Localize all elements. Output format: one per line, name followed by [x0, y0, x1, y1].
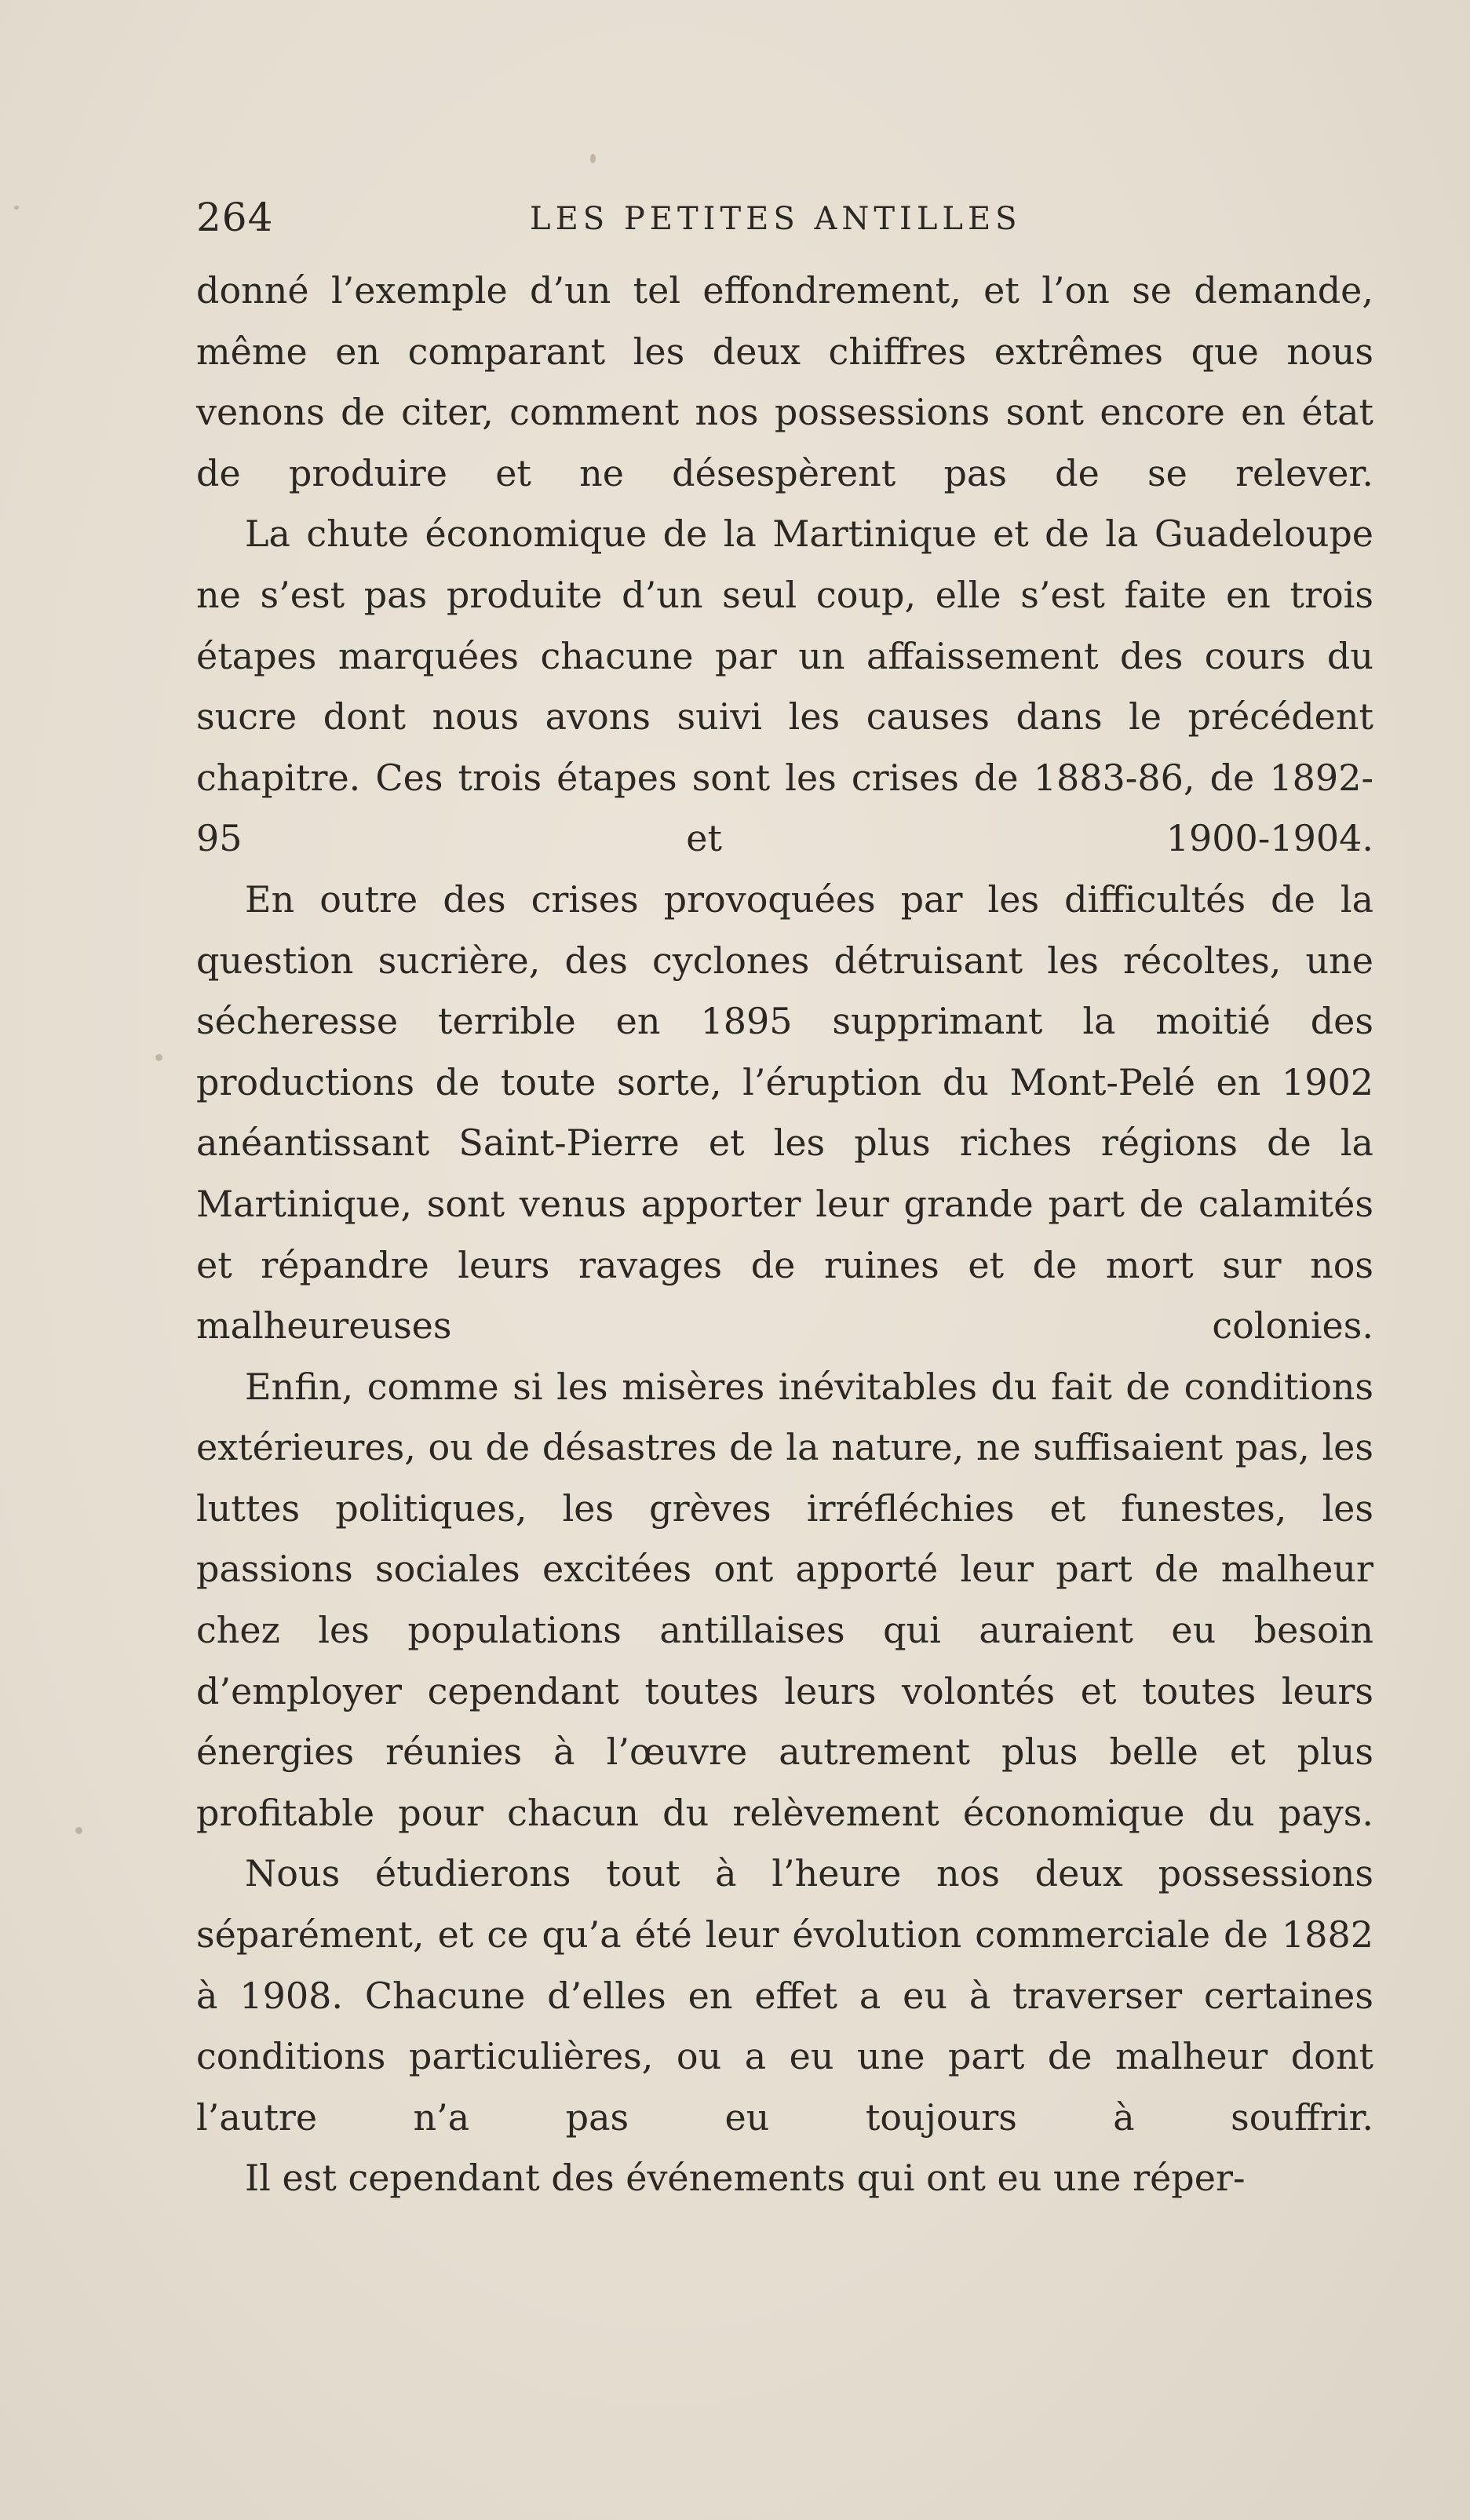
- running-title: LES PETITES ANTILLES: [530, 201, 1022, 237]
- paragraph: Nous étudierons tout à l’heure nos deux possessions séparément, et ce qu’a été leur évolution commerciale de 1882 à 1908. Chacune d’elles en effet a eu à traverser certaines conditions particulières, ou a eu une part de malheur dont l’autre n’a pas eu toujours à souffrir.: [196, 1852, 1373, 2139]
- body-text: [196, 261, 1373, 2209]
- paragraph: En outre des crises provoquées par les difficultés de la question sucrière, des cyclones détruisant les récoltes, une sécheresse terrible en 1895 supprimant la moitié des productions de toute sorte, l’éruption du Mont-Pelé en 1902 anéantissant Saint-Pierre et les plus riches régions de la Martinique, sont venus apporter leur grande part de calamités et répandre leurs ravages de ruines et de mort sur nos malheureuses colonies.: [196, 877, 1373, 1348]
- paragraph: donné l’exemple d’un tel effondrement, et l’on se demande, même en comparant les deux chiffres extrêmes que nous venons de citer, comment nos possessions sont encore en état de produire et ne désespèrent pas de se relever.: [196, 269, 1373, 494]
- paper-speck: [155, 1054, 162, 1061]
- paragraph: Il est cependant des événements qui ont eu une réper-: [245, 2157, 1246, 2200]
- paragraph: La chute économique de la Martinique et de la Guadeloupe ne s’est pas produite d’un seul coup, elle s’est faite en trois étapes marquées chacune par un affaissement des cours du sucre dont nous avons suivi les causes dans le précédent chapitre. Ces trois étapes sont les crises de 1883-86, de 1892-95 et 1900-1904.: [196, 512, 1373, 860]
- paper-speck: [590, 154, 596, 163]
- page-header: [196, 195, 1389, 250]
- paragraph: Enfin, comme si les misères inévitables du fait de conditions extérieures, ou de désastres de la nature, ne suffisaient pas, les luttes politiques, les grèves irréfléchies et funestes, les passions sociales excitées ont apporté leur part de malheur chez les populations antillaises qui auraient eu besoin d’employer cependant toutes leurs volontés et toutes leurs énergies réunies à l’œuvre autrement plus belle et plus profitable pour chacun du relèvement économique du pays.: [196, 1365, 1373, 1834]
- paper-speck: [75, 1827, 82, 1834]
- page-number: 264: [196, 195, 274, 240]
- paper-speck: [14, 206, 19, 210]
